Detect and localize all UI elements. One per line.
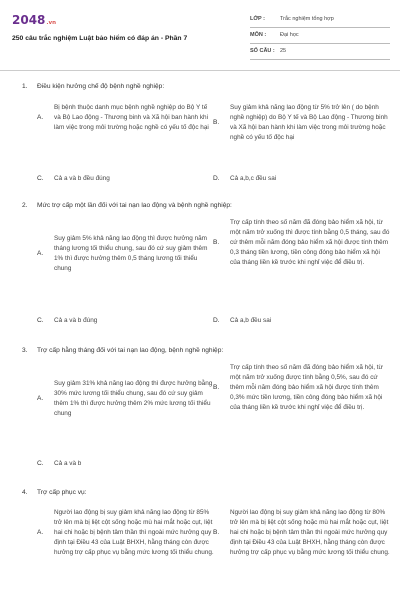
document-title: 250 câu trắc nghiệm Luật bảo hiểm có đáp án - Phần 7 xyxy=(12,35,188,42)
question-number: 3. xyxy=(22,347,28,354)
option-letter: B. xyxy=(213,239,220,247)
option-letter: C. xyxy=(37,317,44,324)
option-a[interactable] xyxy=(37,379,215,419)
option-letter: A. xyxy=(37,114,44,122)
option-text: Suy giảm khả năng lao động từ 5% trở lên ( do bệnh nghề nghiệp) do Bộ Y tế và Bộ Lao động - Thương binh và Xã hội ban hành khi làm việc trong môi trường hoặc nghề có yếu tố độc hại xyxy=(230,104,388,141)
option-a[interactable] xyxy=(37,508,215,558)
option-text: Trợ cấp tính theo số năm đã đóng bảo hiểm xã hội, từ một năm trở xuống được tính bằng 0,5%, sau đó cứ thêm mỗi năm đóng bảo hiểm xã hội được tính thêm 0,3% mức tiền lương, tiền công đóng bảo hiểm xã hội của tháng liền kề trước khi nghỉ việc để điều trị. xyxy=(230,364,383,411)
option-text: Người lao động bị suy giảm khả năng lao động từ 85% trở lên mà bị liệt cột sống hoặc mù hai mắt hoặc cụt, liệt hai chi hoặc bị bệnh tâm thần thì ngoài mức hưởng quy định tại Điều 43 của Luật BHXH, hằng tháng còn được hưởng trợ cấp phục vụ bằng mức lương tối thiểu chung. xyxy=(54,509,214,556)
question-stem: Mức trợ cấp một lần đối với tai nạn lao động và bệnh nghề nghiệp: xyxy=(37,202,232,209)
meta-key: SỐ CÂU : xyxy=(250,47,275,54)
option-d[interactable] xyxy=(213,174,391,184)
question-stem: Trợ cấp phục vụ: xyxy=(37,489,87,496)
option-letter: A. xyxy=(37,395,44,403)
option-text: Cả a và b đúng xyxy=(54,317,98,324)
question-text xyxy=(22,488,87,498)
question-text xyxy=(22,201,232,211)
meta-value: Đại học xyxy=(280,31,299,38)
question-number: 1. xyxy=(22,83,28,90)
meta-key: LỚP : xyxy=(250,15,265,22)
page-header xyxy=(0,0,400,72)
option-letter: B. xyxy=(213,119,220,127)
option-letter: C. xyxy=(37,175,44,182)
option-text: Cả a và b xyxy=(54,460,82,467)
option-letter: C. xyxy=(37,460,44,467)
meta-value: Trắc nghiệm tổng hợp xyxy=(280,15,334,22)
option-c[interactable] xyxy=(37,459,215,469)
meta-row-subject xyxy=(250,28,390,44)
meta-value: 25 xyxy=(280,47,287,54)
option-a[interactable] xyxy=(37,103,215,133)
option-letter: D. xyxy=(213,317,220,324)
question-text xyxy=(22,82,164,92)
option-c[interactable] xyxy=(37,174,215,184)
meta-key: MÔN : xyxy=(250,31,267,38)
option-text: Trợ cấp tính theo số năm đã đóng bảo hiểm xã hội, từ một năm trở xuống thì được tính bằng 0,5 tháng, sau đó cứ thêm mỗi năm đóng bảo hiểm xã hội được tính thêm 0,3 tháng tiền lương, tiền công đóng bảo hiểm xã hội của tháng liền kề trước khi nghỉ việc để điều trị. xyxy=(230,219,390,266)
option-text: Suy giảm 31% khả năng lao động thì được hưởng bằng 30% mức lương tối thiểu chung, sau đó cứ suy giảm thêm 1% thì được hưởng thêm 2% mức lương tối thiểu chung xyxy=(54,380,213,417)
question-text xyxy=(22,346,223,356)
option-b[interactable] xyxy=(213,508,391,558)
option-letter: A. xyxy=(37,250,44,258)
question-number: 4. xyxy=(22,489,28,496)
question-stem: Trợ cấp hằng tháng đối với tai nạn lao động, bệnh nghề nghiệp: xyxy=(37,347,224,354)
option-b[interactable] xyxy=(213,363,391,413)
option-b[interactable] xyxy=(213,103,391,143)
header-divider xyxy=(0,70,400,71)
logo-suffix: .vn xyxy=(46,20,56,26)
option-letter: B. xyxy=(213,384,220,392)
site-logo[interactable] xyxy=(12,12,56,29)
option-text: Suy giảm 5% khả năng lao động thì được hưởng năm tháng lương tối thiểu chung, sau đó cứ suy giảm thêm 1% thì được hưởng thêm 0,5 tháng lương tối thiểu chung xyxy=(54,235,208,272)
meta-row-class xyxy=(250,12,390,28)
meta-table xyxy=(250,12,390,60)
option-letter: D. xyxy=(213,175,220,182)
question-stem: Điều kiện hưởng chế độ bệnh nghề nghiệp: xyxy=(37,83,165,90)
option-text: Người lao động bị suy giảm khả năng lao động từ 80% trở lên mà bị liệt cột sống hoặc mù hai mắt hoặc cụt, liệt hai chi hoặc bị bệnh tâm thần thì ngoài mức hưởng quy định tại Điều 43 của Luật BHXH, hằng tháng còn được hưởng trợ cấp phục vụ bằng mức lương tối thiểu chung. xyxy=(230,509,390,556)
option-text: Cả a,b đều sai xyxy=(230,317,272,324)
meta-row-count xyxy=(250,44,390,60)
question-number: 2. xyxy=(22,202,28,209)
option-text: Bị bệnh thuộc danh mục bệnh nghề nghiệp do Bộ Y tế và Bộ Lao động - Thương binh và Xã hội ban hành khi làm việc trong môi trường hoặc nghề có yếu tố độc hại xyxy=(54,104,209,131)
option-a[interactable] xyxy=(37,234,215,274)
option-text: Cả a và b đều đúng xyxy=(54,175,110,182)
option-letter: B. xyxy=(213,529,220,537)
option-text: Cả a,b,c đều sai xyxy=(230,175,277,182)
option-b[interactable] xyxy=(213,218,391,268)
option-d[interactable] xyxy=(213,316,391,326)
option-letter: A. xyxy=(37,529,44,537)
logo-number: 2048 xyxy=(12,13,46,27)
option-c[interactable] xyxy=(37,316,215,326)
